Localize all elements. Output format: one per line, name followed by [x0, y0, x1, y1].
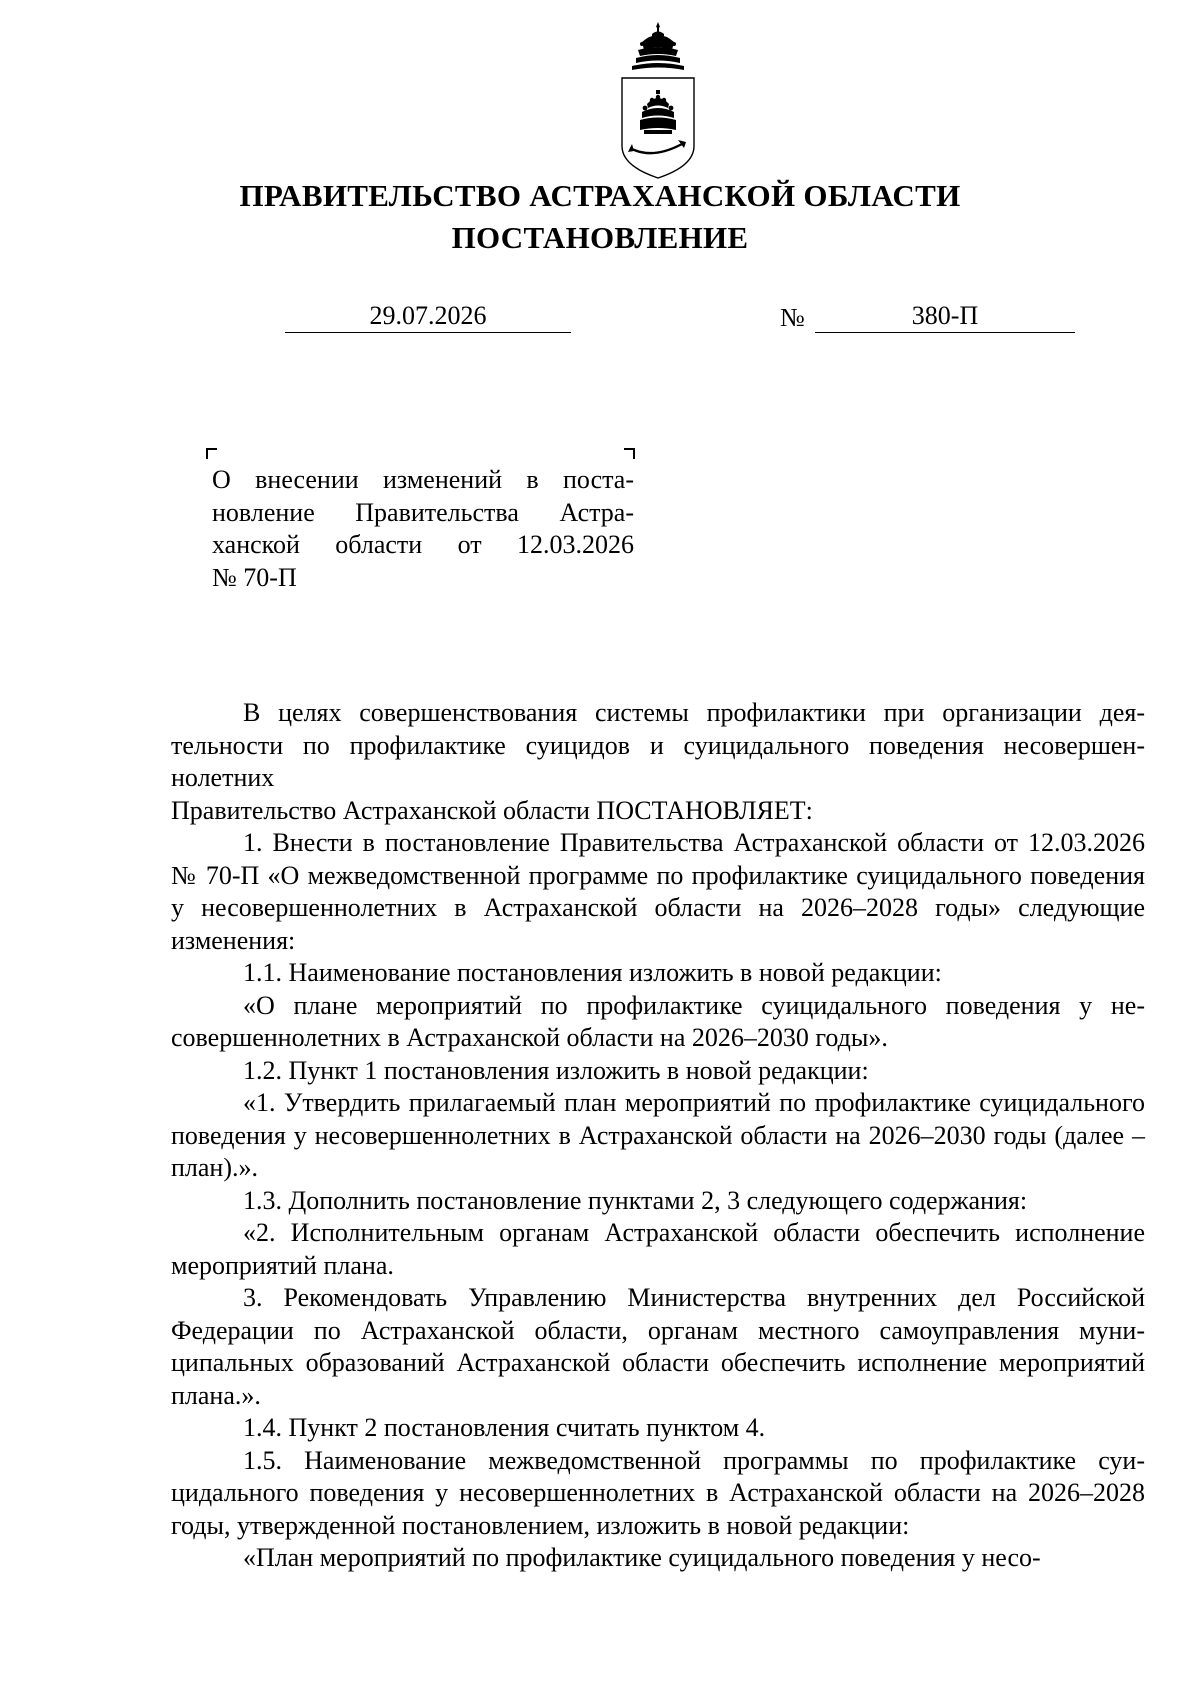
subject-line: ханской области от 12.03.2026	[212, 530, 634, 559]
document-subject	[212, 464, 634, 594]
body-paragraph: «О плане мероприятий по профилактике суицидального поведения у несовершеннолетних в Астраханской области на 2026–2030 годы».	[171, 990, 1145, 1052]
body-paragraph: «План мероприятий по профилактике суицидального поведения у несо-	[243, 1543, 1041, 1572]
body-paragraph: 1.2. Пункт 1 постановления изложить в новой редакции:	[243, 1055, 869, 1085]
document-type-title: ПОСТАНОВЛЕНИЕ	[451, 220, 749, 255]
number-sign: №	[780, 303, 805, 332]
organization-title: ПРАВИТЕЛЬСТВО АСТРАХАНСКОЙ ОБЛАСТИ	[239, 178, 961, 213]
subject-line: № 70-П	[212, 562, 297, 592]
body-paragraph: «2. Исполнительным органам Астраханской области обеспечить исполнение мероприятий плана.	[171, 1218, 1145, 1280]
subject-corner-right-mark	[624, 448, 635, 459]
body-paragraph: 1.4. Пункт 2 постановления считать пунктом 4.	[243, 1413, 766, 1442]
document-date: 29.07.2026	[285, 300, 571, 333]
subject-line: О внесении изменений в поста-	[212, 465, 634, 494]
coat-of-arms-icon	[612, 20, 704, 180]
subject-corner-left-mark	[206, 448, 217, 459]
body-paragraph: «1. Утвердить прилагаемый план мероприятий по профилактике суицидального поведения у несовершеннолетних в Астраханской области на 2026–2030 годы (далее – план).».	[171, 1088, 1145, 1182]
body-paragraph: В целях совершенствования системы профилактики при организации деятельности по профилактике суицидов и суицидального поведения несовершеннолетних	[171, 698, 1145, 792]
body-paragraph: Правительство Астраханской области ПОСТАНОВЛЯЕТ:	[171, 795, 813, 825]
document-number: 380-П	[815, 300, 1075, 333]
body-paragraph: 1.1. Наименование постановления изложить в новой редакции:	[243, 958, 942, 987]
document-body	[171, 697, 1145, 1575]
body-paragraph: 1.3. Дополнить постановление пунктами 2, 3 следующего содержания:	[243, 1185, 1028, 1215]
body-paragraph: 1.5. Наименование межведомственной программы по профилактике суицидального поведения у несовершеннолетних в Астраханской области на 2026–2028 годы, утвержденной постановлением, изложить в новой редакции:	[171, 1445, 1145, 1540]
body-paragraph: 1. Внести в постановление Правительства Астраханской области от 12.03.2026 № 70-П «О межведомственной программе по профилактике суицидального поведения у несовершеннолетних в Астраханской области на 2026–2028 годы» следующие изменения:	[171, 828, 1145, 955]
subject-line: новление Правительства Астра-	[212, 497, 634, 527]
body-paragraph: 3. Рекомендовать Управлению Министерства внутренних дел Российской Федерации по Астраханской области, органам местного самоуправления муниципальных образований Астраханской области обеспечить исполнение мероприятий плана.».	[171, 1283, 1145, 1410]
